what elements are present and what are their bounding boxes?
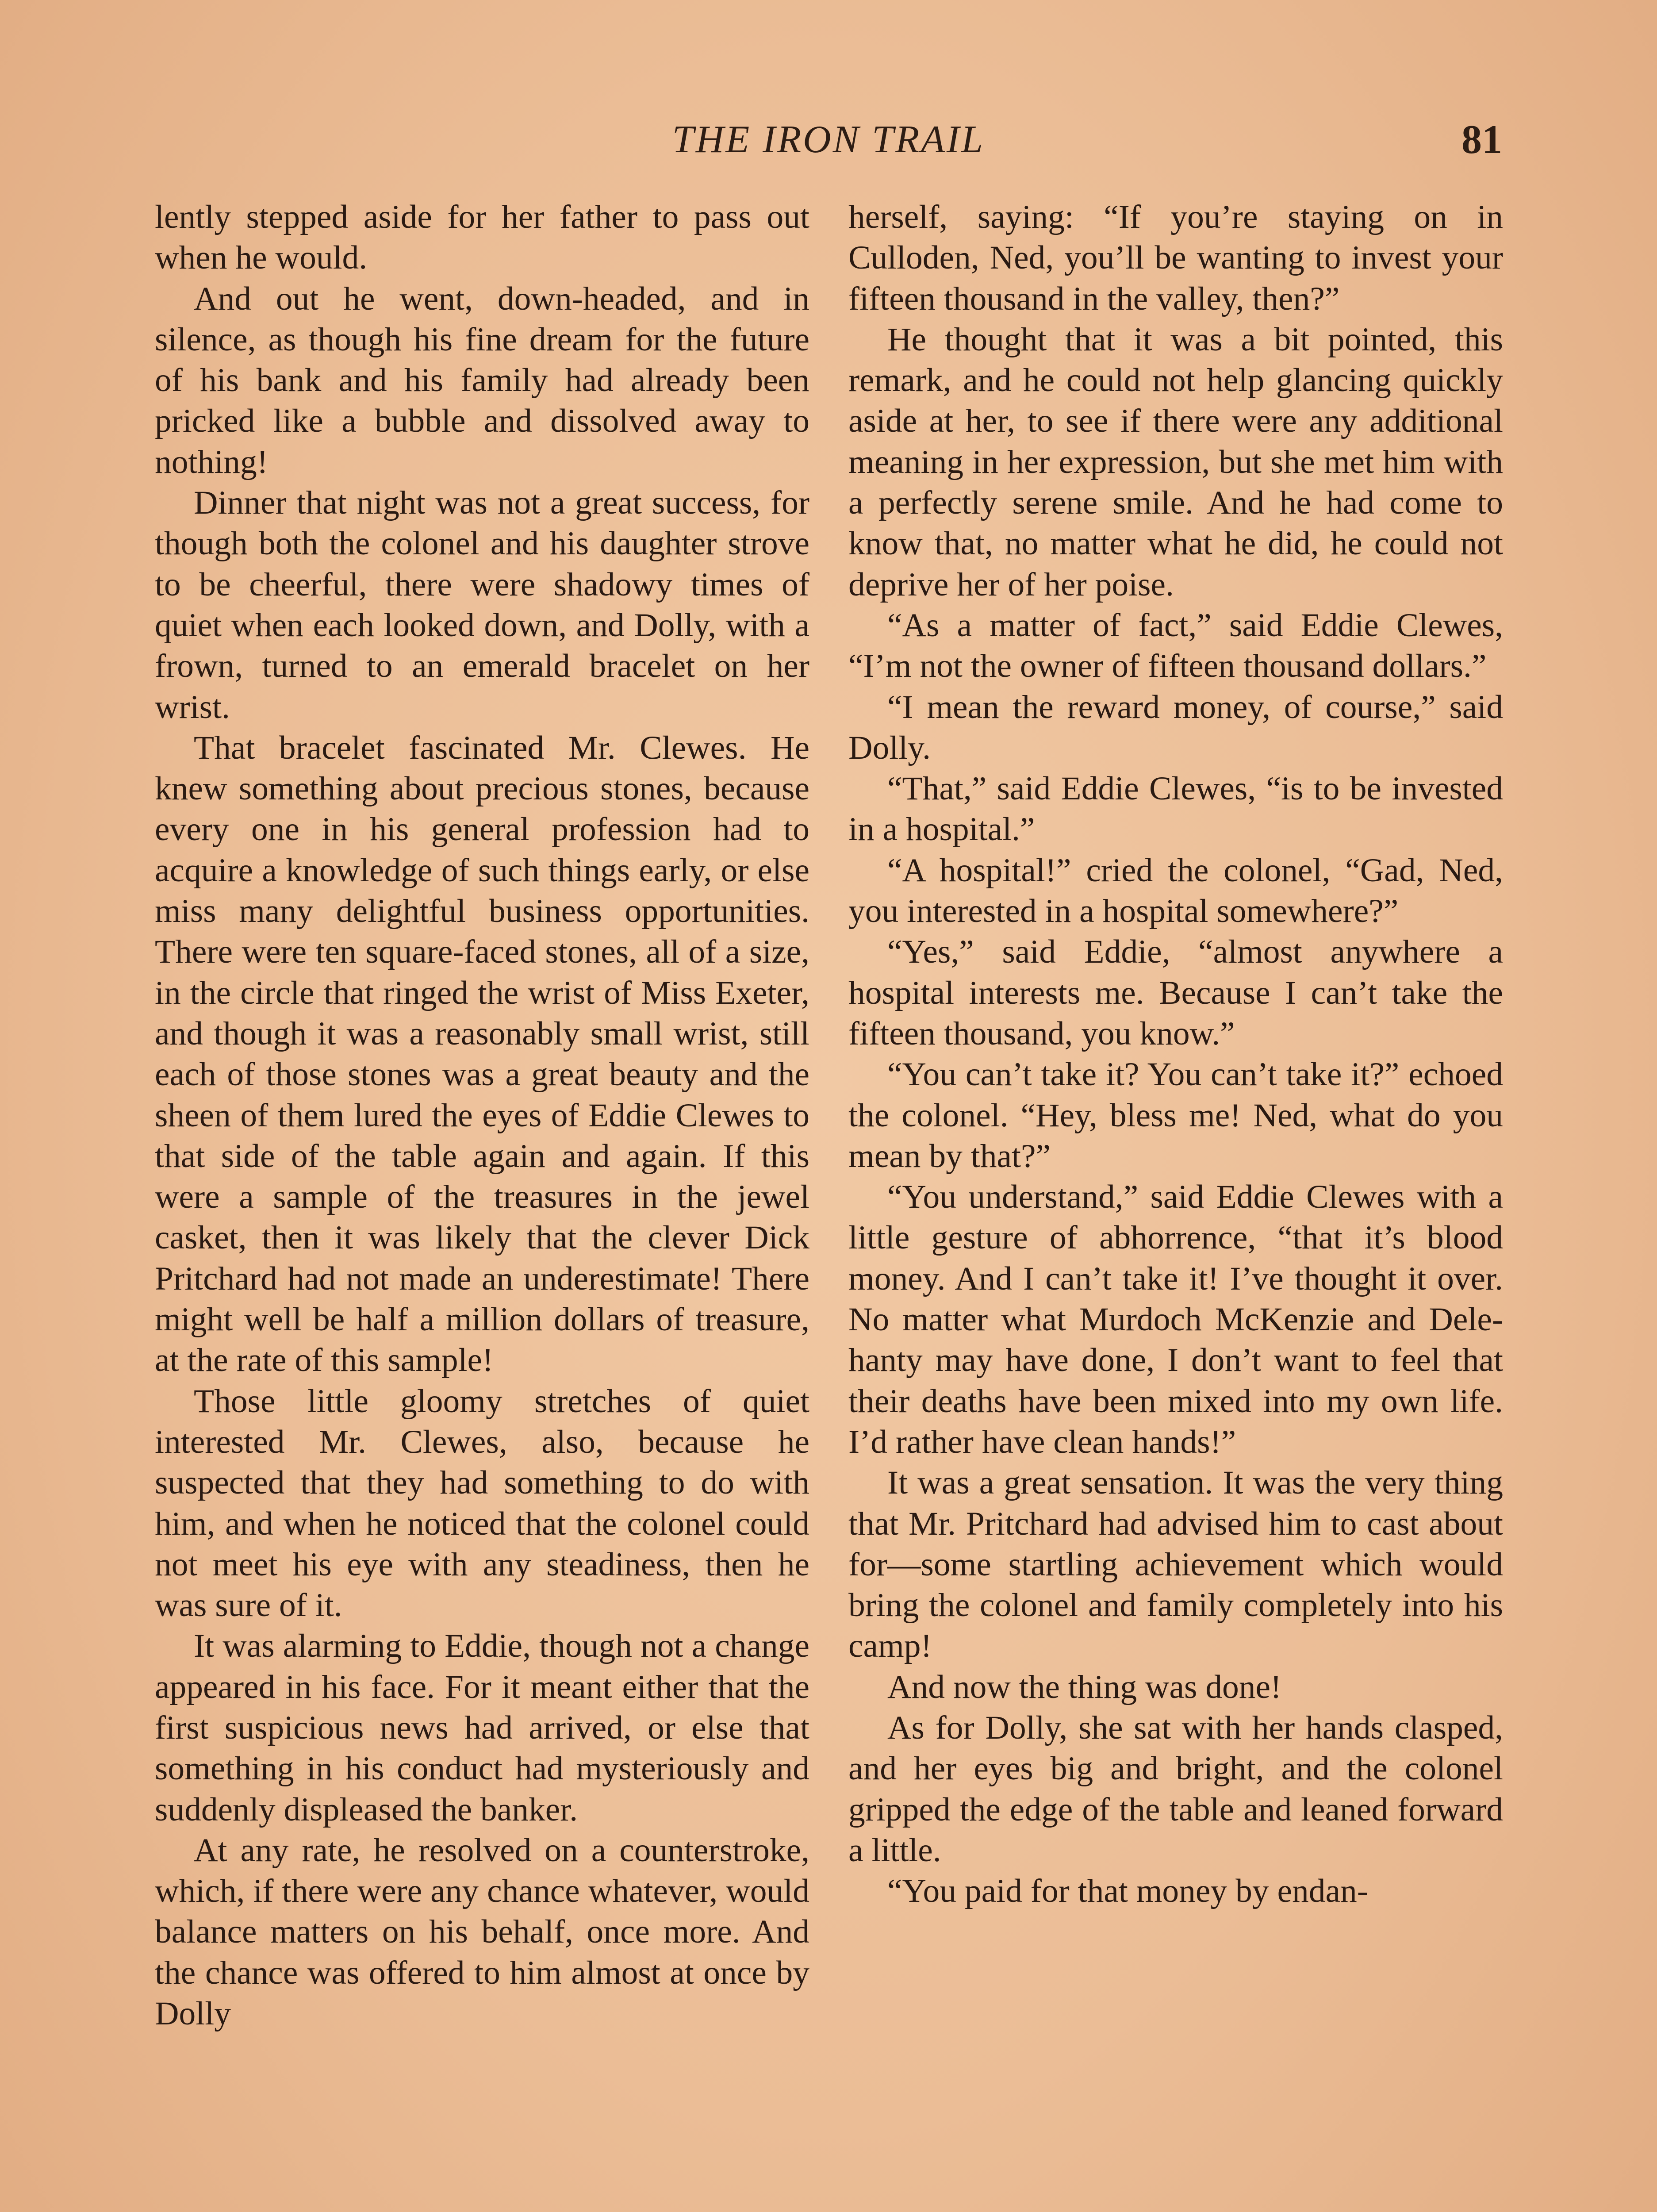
paragraph: “A hospital!” cried the colonel, “Gad, Ned, you interested in a hospital somewhere?” (848, 852, 1503, 930)
paragraph: It was a great sensation. It was the very thing that Mr. Pritchard had advised him to cast about for—some startling achievement which would bring the colonel and family completely into his camp! (848, 1464, 1503, 1665)
paragraph: That bracelet fascinated Mr. Clewes. He knew something about precious stones, because every one in his general profession had to acquire a knowledge of such things early, or else miss many delightful business opportunities. There were ten square-faced stones, all of a size, in the circle that ringed the wrist of Miss Exeter, and though it was a reasonably small wrist, still each of those stones was a great beauty and the sheen of them lured the eyes of Eddie Clewes to that side of the table again and again. If this were a sample of the treasures in the jewel casket, then it was likely that the clever Dick Pritchard had not made an underestimate! There might well be half a million dollars of treasure, at the rate of this sample! (155, 729, 809, 1379)
paragraph: “That,” said Eddie Clewes, “is to be invested in a hospital.” (848, 770, 1503, 848)
paragraph: Those little gloomy stretches of quiet interested Mr. Clewes, also, because he suspected that they had something to do with him, and when he noticed that the colonel could not meet his eye with any steadiness, then he was sure of it. (155, 1382, 809, 1624)
paragraph: As for Dolly, she sat with her hands clasped, and her eyes big and bright, and the colonel gripped the edge of the table and leaned forward a little. (848, 1709, 1503, 1869)
running-head (155, 113, 1502, 166)
page-number: 81 (1461, 117, 1502, 162)
paragraph: “As a matter of fact,” said Eddie Clewes, “I’m not the owner of fifteen thousand dollars.” (848, 607, 1503, 685)
paragraph: At any rate, he resolved on a counterstroke, which, if there were any chance whatever, would balance matters on his behalf, once more. And the chance was offered to him almost at once by Dolly (155, 1832, 809, 2032)
running-title: THE IRON TRAIL (672, 118, 985, 161)
paragraph: Dinner that night was not a great success, for though both the colonel and his daughter strove to be cheerful, there were shadowy times of quiet when each looked down, and Dolly, with a frown, turned to an emerald bracelet on her wrist. (155, 484, 809, 726)
paragraph: “I mean the reward money, of course,” said Dolly. (848, 688, 1503, 766)
left-column (155, 197, 809, 2212)
paragraph: herself, saying: “If you’re staying on in Culloden, Ned, you’ll be wanting to invest your fifteen thousand in the valley, then?” (848, 199, 1503, 317)
right-column (848, 197, 1503, 2212)
paragraph: “You understand,” said Eddie Clewes with a little gesture of abhorrence, “that it’s blood money. And I can’t take it! I’ve thought it over. No matter what Murdoch McKenzie and Delehanty may have done, I don’t want to feel that their deaths have been mixed into my own life. I’d rather have clean hands!” (848, 1179, 1503, 1460)
paragraph: And out he went, down-headed, and in silence, as though his fine dream for the future of his bank and his family had already been pricked like a bubble and dissolved away to nothing! (155, 280, 809, 480)
paragraph: “You paid for that money by endan- (887, 1873, 1368, 1910)
paragraph: He thought that it was a bit pointed, this remark, and he could not help glancing quickly aside at her, to see if there were any additional meaning in her expression, but she met him with a perfectly serene smile. And he had come to know that, no matter what he did, he could not deprive her of her poise. (848, 321, 1503, 603)
paragraph: “You can’t take it? You can’t take it?” echoed the colonel. “Hey, bless me! Ned, what do you mean by that?” (848, 1056, 1503, 1175)
paragraph: It was alarming to Eddie, though not a change appeared in his face. For it meant either that the first suspicious news had arrived, or else that something in his conduct had mysteriously and suddenly displeased the banker. (155, 1628, 809, 1828)
paragraph: And now the thing was done! (887, 1668, 1282, 1705)
paragraph: “Yes,” said Eddie, “almost anywhere a hospital interests me. Because I can’t take the fifteen thousand, you know.” (848, 933, 1503, 1052)
paragraph: lently stepped aside for her father to pass out when he would. (155, 199, 809, 276)
